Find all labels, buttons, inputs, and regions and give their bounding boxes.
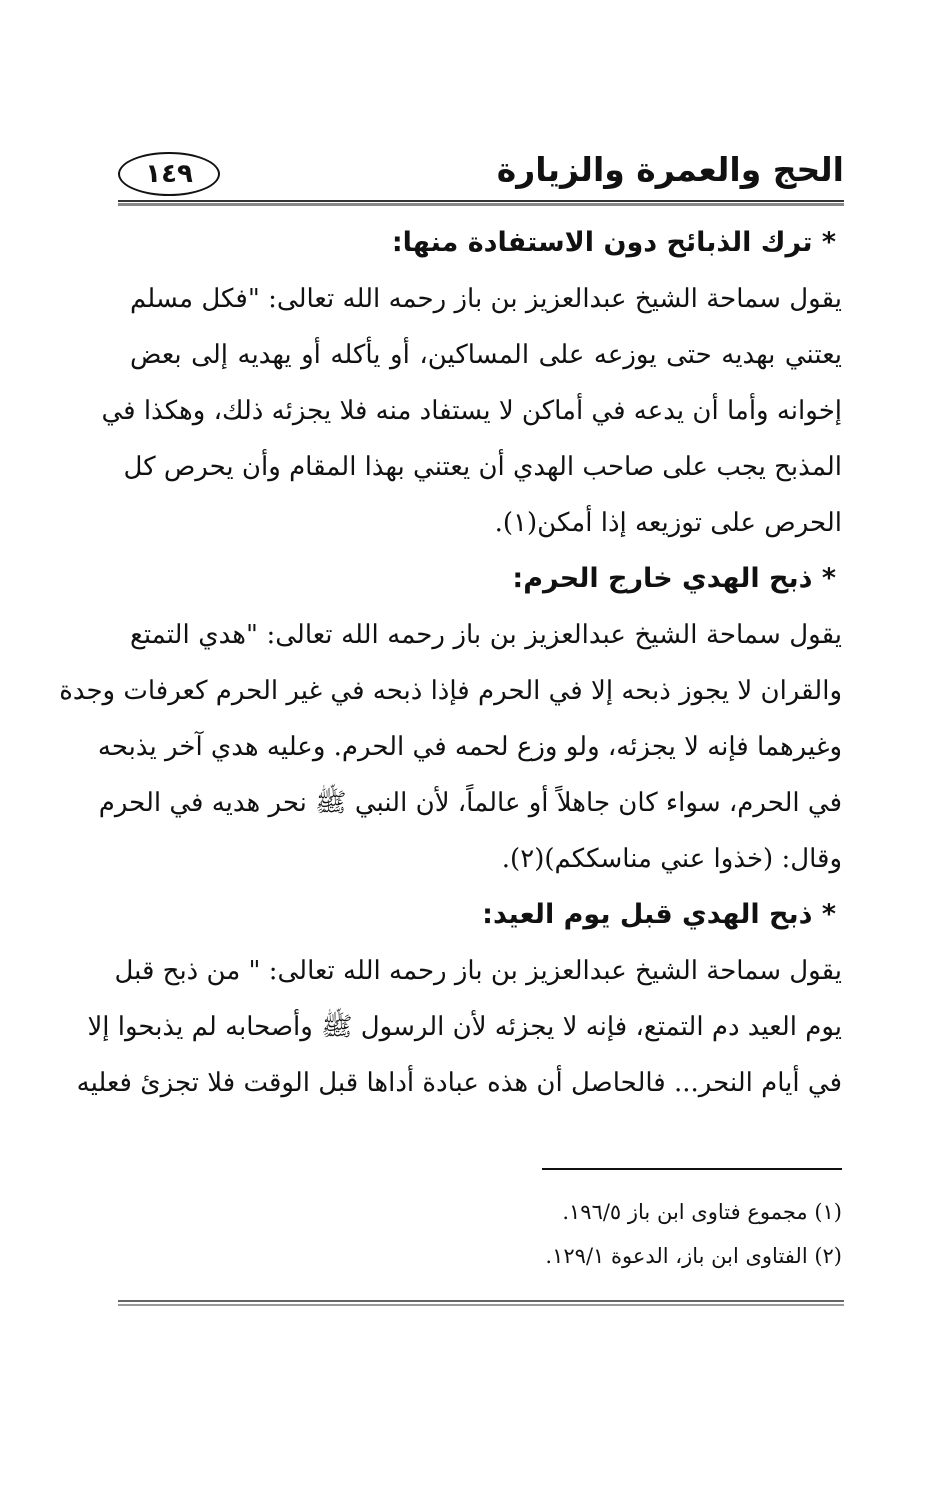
paragraph [59,607,842,887]
book-title: الحج والعمرة والزيارة [496,150,844,189]
footnote-divider [542,1168,842,1170]
text-line: الحرص على توزيعه إذا أمكن(١). [494,508,842,538]
text-line: يقول سماحة الشيخ عبدالعزيز بن باز رحمه الله تعالى: " من ذبح قبل [114,956,842,986]
footnotes [142,1190,842,1278]
page-body [59,215,842,1111]
paragraph [101,271,842,551]
paragraph [76,943,842,1111]
text-line: في أيام النحر... فالحاصل أن هذه عبادة أداها قبل الوقت فلا تجزئ فعليه [76,1068,842,1098]
text-line: يعتني بهديه حتى يوزعه على المساكين، أو يأكله أو يهديه إلى بعض [130,340,842,370]
text-line: وغيرهما فإنه لا يجزئه، ولو وزع لحمه في الحرم. وعليه هدي آخر يذبحه [97,732,842,762]
text-line: إخوانه وأما أن يدعه في أماكن لا يستفاد منه فلا يجزئه ذلك، وهكذا في [101,396,842,426]
section-heading: * ذبح الهدي خارج الحرم: [512,563,836,594]
text-line: يوم العيد دم التمتع، فإنه لا يجزئه لأن الرسول ﷺ وأصحابه لم يذبحوا إلا [87,1012,842,1042]
page-header [118,148,844,200]
page-number: ١٤٩ [118,152,220,196]
text-line: وقال: (خذوا عني مناسككم)(٢). [501,844,842,874]
section-heading: * ترك الذبائح دون الاستفادة منها: [391,227,836,258]
text-line: والقران لا يجوز ذبحه إلا في الحرم فإذا ذبحه في غير الحرم كعرفات وجدة [59,676,842,706]
footer-divider [118,1300,844,1306]
text-line: يقول سماحة الشيخ عبدالعزيز بن باز رحمه الله تعالى: "فكل مسلم [130,284,842,314]
section-heading: * ذبح الهدي قبل يوم العيد: [482,899,836,930]
header-divider [118,200,844,206]
footnote: (٢) الفتاوى ابن باز، الدعوة ١٢٩/١. [545,1244,842,1268]
text-line: في الحرم، سواء كان جاهلاً أو عالماً، لأن النبي ﷺ نحر هديه في الحرم [98,788,842,818]
text-line: يقول سماحة الشيخ عبدالعزيز بن باز رحمه الله تعالى: "هدي التمتع [130,620,842,650]
text-line: المذبح يجب على صاحب الهدي أن يعتني بهذا المقام وأن يحرص كل [123,452,842,482]
footnote: (١) مجموع فتاوى ابن باز ١٩٦/٥. [562,1200,842,1224]
